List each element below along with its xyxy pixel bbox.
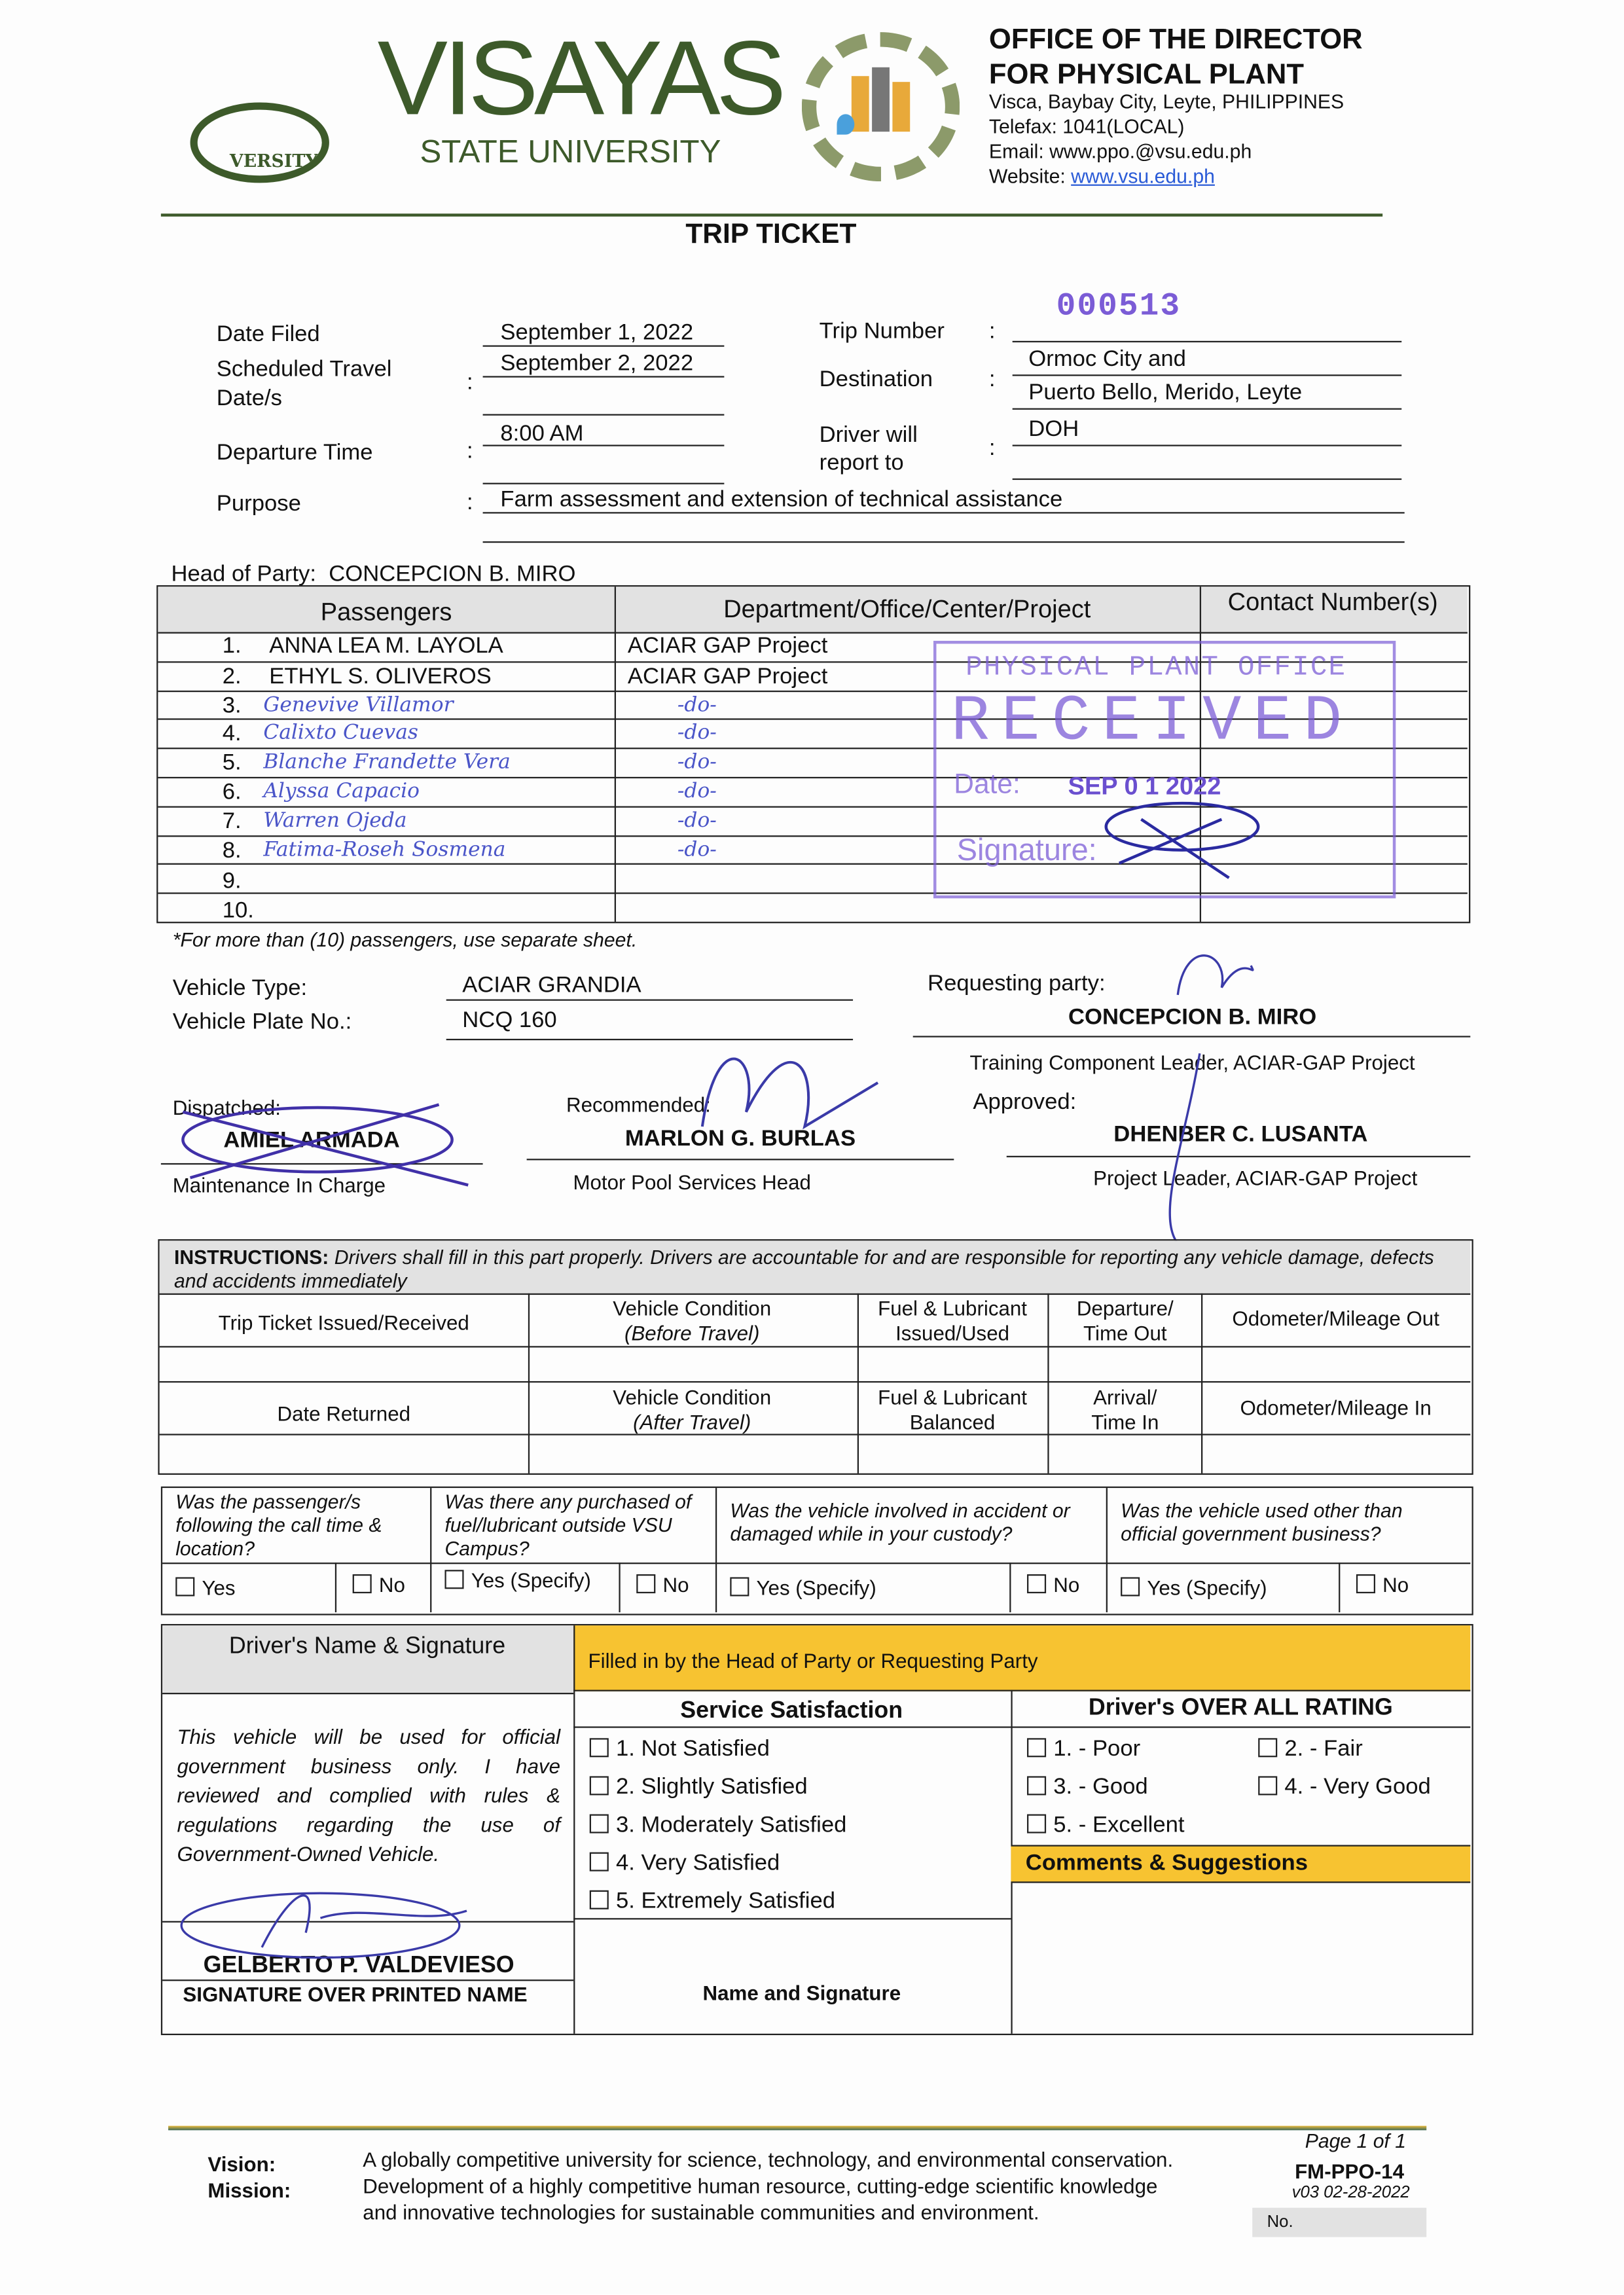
- question-text: Was the vehicle involved in accident or damaged while in your custody?: [730, 1499, 1070, 1545]
- satisfaction-option[interactable]: 4. Very Satisfied: [590, 1851, 780, 1877]
- dispatched-name: AMIEL ARMADA: [223, 1128, 400, 1153]
- satisfaction-signature-caption: Name and Signature: [702, 1981, 901, 2005]
- purpose-value[interactable]: Farm assessment and extension of technical assistance: [500, 487, 1063, 513]
- row-number: 8.: [222, 837, 242, 863]
- passenger-department[interactable]: -do-: [677, 837, 717, 861]
- question-text: Was the passenger/s following the call time & location?: [175, 1491, 382, 1560]
- row-number: 7.: [222, 808, 242, 834]
- instructions-text: INSTRUCTIONS: Drivers shall fill in this part properly. Drivers are accountable for and are responsible for reporting any vehicle damage, defects and accidents immediately: [173, 1246, 1434, 1292]
- recommended-name: MARLON G. BURLAS: [624, 1127, 856, 1152]
- approved-label: Approved:: [973, 1090, 1077, 1115]
- passenger-department[interactable]: -do-: [677, 751, 717, 774]
- passenger-name[interactable]: Warren Ojeda: [263, 808, 407, 833]
- requesting-party-name: CONCEPCION B. MIRO: [1068, 1005, 1317, 1030]
- vsu-logo-text: VISAYAS: [377, 20, 782, 138]
- recommended-role: Motor Pool Services Head: [573, 1170, 811, 1194]
- office-address: Visca, Baybay City, Leyte, PHILIPPINES: [988, 90, 1344, 113]
- yes-checkbox[interactable]: Yes (Specify): [1121, 1576, 1334, 1599]
- rating-option[interactable]: 1. - Poor: [1027, 1737, 1140, 1763]
- approved-name: DHENBER C. LUSANTA: [1113, 1122, 1368, 1148]
- passenger-name[interactable]: Fatima-Roseh Sosmena: [263, 837, 506, 861]
- passenger-name[interactable]: ETHYL S. OLIVEROS: [269, 664, 492, 689]
- row-number: 5.: [222, 751, 242, 776]
- vehicle-plate-label: Vehicle Plate No.:: [172, 1009, 352, 1035]
- cell-label: Departure/: [1076, 1296, 1174, 1320]
- page-number: Page 1 of 1: [1305, 2130, 1407, 2152]
- passenger-department[interactable]: ACIAR GAP Project: [627, 664, 828, 689]
- rating-option[interactable]: 2. - Fair: [1258, 1737, 1363, 1763]
- trip-number-stamp: 000513: [1056, 288, 1182, 325]
- driver-header: Driver's Name & Signature: [228, 1634, 506, 1659]
- destination-value-2[interactable]: Puerto Bello, Merido, Leyte: [1028, 380, 1303, 406]
- row-divider: [160, 1346, 1471, 1347]
- no-checkbox[interactable]: No: [636, 1573, 689, 1597]
- stamp-received: RECEIVED: [950, 686, 1354, 760]
- cell-label: (After Travel): [633, 1410, 751, 1434]
- stamp-signature-label: Signature:: [956, 834, 1097, 868]
- university-seal: VERSITY: [190, 102, 329, 183]
- header-contact: Contact Number(s): [1227, 588, 1438, 616]
- passenger-name[interactable]: Genevive Villamor: [263, 693, 454, 717]
- question-cell: [162, 1488, 430, 1612]
- row-number: 4.: [222, 721, 242, 747]
- passenger-department[interactable]: -do-: [677, 693, 717, 717]
- col-divider: [528, 1293, 530, 1473]
- comments-header: Comments & Suggestions: [1025, 1851, 1308, 1876]
- passenger-name[interactable]: Blanche Frandette Vera: [263, 751, 511, 774]
- cell-label: Vehicle Condition: [613, 1296, 772, 1320]
- instructions-table: [158, 1239, 1473, 1475]
- destination-value-1[interactable]: Ormoc City and: [1028, 346, 1186, 372]
- stamp-office: PHYSICAL PLANT OFFICE: [965, 651, 1347, 683]
- dispatched-label: Dispatched:: [172, 1096, 281, 1119]
- destination-label: Destination: [819, 367, 933, 393]
- yes-checkbox[interactable]: Yes: [175, 1576, 331, 1599]
- no-checkbox[interactable]: No: [353, 1573, 405, 1597]
- head-filled-header: Filled in by the Head of Party or Requesting Party: [588, 1648, 1038, 1672]
- col-divider: [1201, 1293, 1202, 1473]
- driver-signature-caption: SIGNATURE OVER PRINTED NAME: [183, 1982, 528, 2006]
- passenger-name[interactable]: Alyssa Capacio: [263, 780, 420, 804]
- row-number: 6.: [222, 780, 242, 805]
- vehicle-type-label: Vehicle Type:: [172, 975, 308, 1001]
- rating-option[interactable]: 4. - Very Good: [1258, 1775, 1431, 1801]
- colon: :: [988, 436, 996, 461]
- stamp-date-value: SEP 0 1 2022: [1068, 772, 1221, 801]
- row-divider: [160, 1381, 1471, 1382]
- driver-signature: [174, 1860, 496, 1962]
- cell-label: Balanced: [909, 1410, 996, 1434]
- form-code: FM-PPO-14: [1295, 2159, 1404, 2183]
- row-number: 1.: [222, 633, 242, 659]
- scheduled-travel-value[interactable]: September 2, 2022: [500, 351, 694, 376]
- satisfaction-option[interactable]: 5. Extremely Satisfied: [590, 1889, 835, 1915]
- colon: :: [466, 490, 473, 515]
- head-of-party: Head of Party: CONCEPCION B. MIRO: [171, 562, 576, 587]
- vision-label: Vision:: [208, 2152, 276, 2176]
- cell-label: Date Returned: [277, 1401, 411, 1425]
- trip-number-label: Trip Number: [819, 319, 945, 344]
- departure-time-value[interactable]: 8:00 AM: [500, 421, 584, 446]
- no-checkbox[interactable]: No: [1027, 1573, 1079, 1597]
- question-cell: [715, 1488, 1108, 1612]
- col-divider: [573, 1625, 575, 2034]
- stamp-date-label: Date:: [954, 769, 1020, 801]
- question-text: Was the vehicle used other than official government business?: [1121, 1499, 1403, 1545]
- row-number: 2.: [222, 664, 242, 689]
- vehicle-type-value[interactable]: ACIAR GRANDIA: [462, 973, 641, 998]
- question-text: Was there any purchased of fuel/lubricant outside VSU Campus?: [444, 1491, 692, 1560]
- header-department: Department/Office/Center/Project: [723, 595, 1091, 624]
- office-telefax: Telefax: 1041(LOCAL): [988, 115, 1185, 138]
- approved-role: Project Leader, ACIAR-GAP Project: [1093, 1166, 1418, 1190]
- cell-label: Odometer/Mileage Out: [1232, 1306, 1439, 1330]
- driver-name: GELBERTO P. VALDEVIESO: [203, 1953, 514, 1978]
- question-cell: [1106, 1488, 1472, 1612]
- satisfaction-option[interactable]: 1. Not Satisfied: [590, 1737, 770, 1763]
- rating-header: Driver's OVER ALL RATING: [1088, 1695, 1393, 1721]
- rating-option[interactable]: 3. - Good: [1027, 1775, 1148, 1801]
- footer-divider: [168, 2126, 1426, 2131]
- form-version: v03 02-28-2022: [1291, 2184, 1410, 2202]
- requesting-party-label: Requesting party:: [928, 971, 1106, 997]
- scheduled-travel-label: Scheduled Travel: [216, 357, 392, 382]
- rating-table: [161, 1624, 1473, 2035]
- driver-report-label: Driver will: [819, 422, 918, 448]
- requesting-party-role: Training Component Leader, ACIAR-GAP Project: [969, 1050, 1415, 1074]
- cell-label: Time In: [1091, 1410, 1159, 1434]
- yes-checkbox[interactable]: Yes (Specify): [444, 1568, 614, 1592]
- satisfaction-option[interactable]: 3. Moderately Satisfied: [590, 1813, 847, 1839]
- col-divider: [857, 1293, 859, 1473]
- website-link[interactable]: www.vsu.edu.ph: [1071, 165, 1215, 188]
- comments-field[interactable]: [1013, 1883, 1469, 2033]
- dispatched-role: Maintenance In Charge: [172, 1173, 386, 1197]
- driver-report-value[interactable]: DOH: [1028, 417, 1079, 443]
- row-divider: [573, 1918, 1011, 1919]
- passenger-department[interactable]: -do-: [677, 721, 717, 746]
- date-filed-label: Date Filed: [216, 321, 320, 347]
- document-title: TRIP TICKET: [685, 219, 857, 251]
- form-no-box: No.: [1252, 2208, 1426, 2237]
- vsu-logo-subtext: STATE UNIVERSITY: [420, 133, 721, 170]
- satisfaction-header: Service Satisfaction: [680, 1698, 903, 1724]
- rating-option[interactable]: 5. - Excellent: [1027, 1813, 1185, 1839]
- driver-statement: This vehicle will be used for official government business only. I have reviewed and complied with rules & regulations regarding the use of Government-Owned Vehicle.: [177, 1725, 561, 1866]
- vision-text: A globally competitive university for science, technology, and environmental conservation.: [363, 2148, 1174, 2171]
- cell-label: Issued/Used: [895, 1321, 1010, 1345]
- passenger-department[interactable]: ACIAR GAP Project: [627, 633, 828, 659]
- header-passengers: Passengers: [320, 598, 452, 626]
- departure-time-label: Departure Time: [216, 440, 373, 465]
- office-website: Website: www.vsu.edu.ph: [988, 165, 1215, 188]
- passenger-department[interactable]: -do-: [677, 780, 717, 804]
- passenger-name[interactable]: Calixto Cuevas: [263, 721, 418, 746]
- date-filed-value[interactable]: September 1, 2022: [500, 320, 694, 346]
- row-divider: [162, 1979, 573, 1981]
- passenger-note: *For more than (10) passengers, use separate sheet.: [172, 929, 638, 951]
- cell-label: Fuel & Lubricant: [878, 1296, 1027, 1320]
- driver-report-label-2: report to: [819, 450, 904, 476]
- colon: :: [988, 319, 996, 344]
- yes-checkbox[interactable]: Yes (Specify): [730, 1576, 1005, 1599]
- row-number: 9.: [222, 869, 242, 895]
- question-cell: [430, 1488, 717, 1612]
- row-number: 3.: [222, 693, 242, 718]
- row-number: 10.: [222, 898, 254, 924]
- mission-text-2: and innovative technologies for sustainable communities and environment.: [363, 2200, 1039, 2224]
- purpose-label: Purpose: [216, 491, 301, 516]
- passenger-department[interactable]: -do-: [677, 808, 717, 833]
- cell-label: Odometer/Mileage In: [1240, 1396, 1432, 1420]
- colon: :: [466, 439, 473, 464]
- questions-table: [161, 1487, 1473, 1616]
- vehicle-plate-value[interactable]: NCQ 160: [462, 1007, 557, 1033]
- cell-label: Fuel & Lubricant: [878, 1385, 1027, 1409]
- row-divider: [573, 1726, 1470, 1727]
- scheduled-travel-label-2: Date/s: [216, 386, 282, 412]
- row-divider: [160, 1434, 1471, 1435]
- office-title-line1: OFFICE OF THE DIRECTOR: [988, 23, 1363, 56]
- passenger-name[interactable]: ANNA LEA M. LAYOLA: [269, 633, 503, 659]
- mission-label: Mission:: [208, 2178, 291, 2202]
- cell-label: (Before Travel): [624, 1321, 760, 1345]
- mission-text-1: Development of a highly competitive human resource, cutting-edge scientific knowledge: [363, 2174, 1158, 2198]
- cell-label: Time Out: [1083, 1321, 1167, 1345]
- colon: :: [466, 370, 473, 395]
- col-divider: [1047, 1293, 1049, 1473]
- satisfaction-option[interactable]: 2. Slightly Satisfied: [590, 1775, 808, 1801]
- no-checkbox[interactable]: No: [1356, 1573, 1409, 1597]
- cell-label: Arrival/: [1093, 1385, 1157, 1409]
- cell-label: Trip Ticket Issued/Received: [218, 1310, 469, 1335]
- colon: :: [988, 367, 996, 393]
- office-email: Email: www.ppo.@vsu.edu.ph: [988, 140, 1252, 163]
- office-title-line2: FOR PHYSICAL PLANT: [988, 58, 1304, 91]
- recommended-label: Recommended:: [566, 1093, 711, 1117]
- cell-label: Vehicle Condition: [613, 1385, 772, 1409]
